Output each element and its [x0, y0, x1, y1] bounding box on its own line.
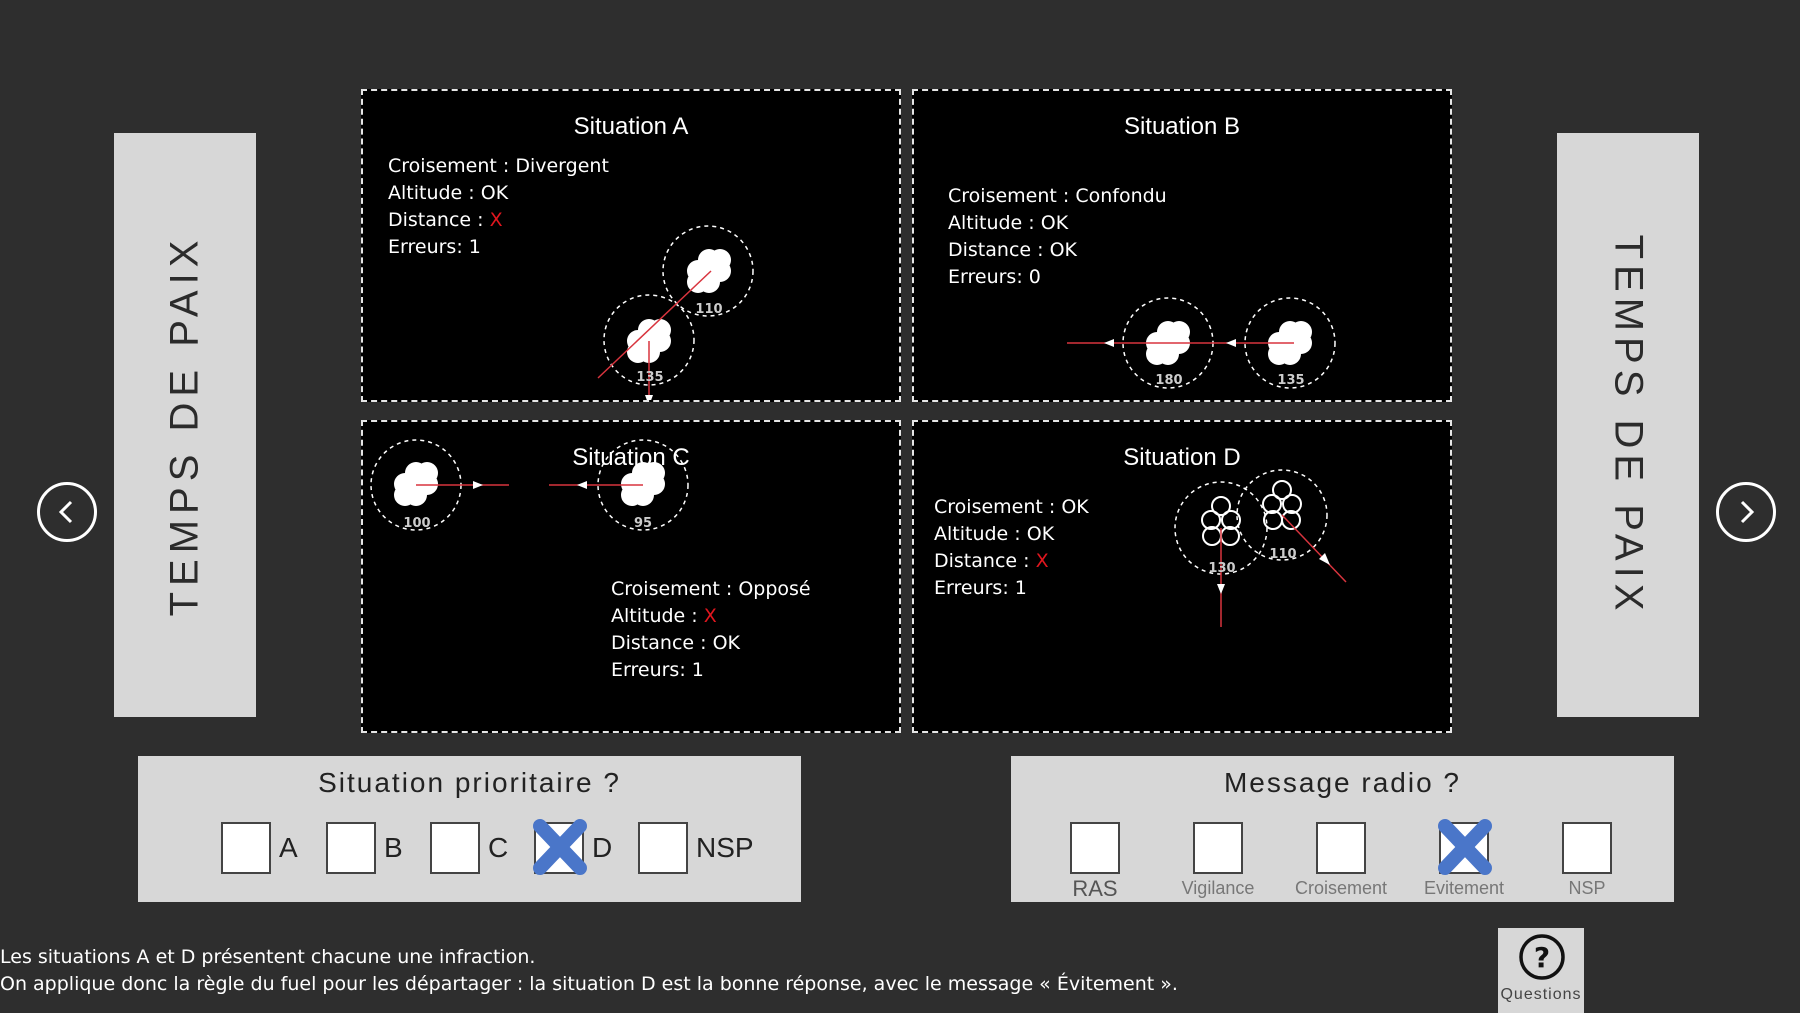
situation-c-panel[interactable] [361, 420, 901, 733]
croisement-label: Croisement : [388, 155, 516, 177]
erreurs-value: 1 [691, 659, 704, 681]
priority-checkbox-b[interactable] [326, 822, 376, 874]
priority-question-title: Situation prioritaire ? [318, 767, 621, 798]
check-x-icon [530, 816, 590, 878]
radio-label-nsp: NSP [1568, 878, 1606, 898]
left-banner-label: TEMPS DE PAIX [162, 234, 207, 616]
explanation-text [0, 944, 1480, 998]
aircraft-c2-label: 95 [633, 516, 653, 531]
chevron-right-icon [1733, 499, 1759, 525]
priority-label-d: D [592, 832, 613, 863]
situation-b-info [948, 183, 1167, 291]
altitude-value: OK [1026, 523, 1055, 545]
aircraft-c1-label: 100 [403, 516, 431, 531]
aircraft-a1-label: 110 [695, 302, 723, 317]
distance-value: X [1035, 550, 1049, 572]
situation-a-title: Situation A [573, 113, 689, 140]
erreurs-label: Erreurs: [948, 266, 1029, 288]
distance-value: X [489, 209, 503, 231]
croisement-value: Divergent [515, 155, 609, 177]
croisement-label: Croisement : [934, 496, 1062, 518]
croisement-label: Croisement : [948, 185, 1076, 207]
svg-text:?: ? [1533, 941, 1551, 974]
croisement-value: Confondu [1075, 185, 1167, 207]
priority-checkbox-a[interactable] [221, 822, 271, 874]
situation-d-info [934, 494, 1089, 602]
next-button[interactable] [1716, 482, 1776, 542]
altitude-label: Altitude : [388, 182, 481, 204]
erreurs-value: 0 [1028, 266, 1041, 288]
situation-a-panel[interactable] [361, 89, 901, 402]
previous-button[interactable] [37, 482, 97, 542]
situation-c-title: Situation C [572, 444, 690, 471]
left-banner [114, 133, 256, 717]
priority-label-a: A [279, 832, 298, 863]
priority-checkbox-nsp[interactable] [638, 822, 688, 874]
situation-a-info [388, 153, 609, 261]
questions-button-label: Questions [1500, 986, 1582, 1003]
radio-checkbox-croisement[interactable] [1316, 822, 1366, 874]
distance-value: OK [1049, 239, 1077, 261]
aircraft-d2-label: 110 [1269, 547, 1297, 562]
chevron-left-icon [54, 499, 80, 525]
questions-button[interactable] [1498, 928, 1584, 1013]
erreurs-value: 1 [468, 236, 481, 258]
aircraft-b2-label: 135 [1277, 373, 1305, 388]
altitude-label: Altitude : [948, 212, 1041, 234]
right-banner [1557, 133, 1699, 717]
radio-label-ras: RAS [1072, 876, 1118, 901]
radio-label-croisement: Croisement [1294, 878, 1388, 898]
situation-d-panel[interactable] [912, 420, 1452, 733]
radio-label-vigilance: Vigilance [1181, 878, 1255, 898]
altitude-value: X [703, 605, 717, 627]
altitude-value: OK [480, 182, 509, 204]
priority-label-b: B [384, 832, 403, 863]
explanation-line-1: Les situations A et D présentent chacune une infraction. [0, 946, 536, 968]
radio-question-box [1011, 756, 1674, 902]
explanation-line-2: On applique donc la règle du fuel pour les départager : la situation D est la bonne réponse, avec le message « Évitement ». [0, 973, 1178, 995]
aircraft-b1-label: 180 [1155, 373, 1183, 388]
erreurs-value: 1 [1014, 577, 1027, 599]
priority-label-nsp: NSP [696, 832, 754, 863]
altitude-label: Altitude : [611, 605, 704, 627]
distance-label: Distance : [388, 209, 490, 231]
distance-label: Distance : [948, 239, 1050, 261]
question-circle-icon [1518, 933, 1566, 981]
radio-checkbox-vigilance[interactable] [1193, 822, 1243, 874]
croisement-value: Opposé [738, 578, 811, 600]
altitude-label: Altitude : [934, 523, 1027, 545]
priority-checkbox-c[interactable] [430, 822, 480, 874]
priority-label-c: C [488, 832, 509, 863]
erreurs-label: Erreurs: [611, 659, 692, 681]
radio-checkbox-ras[interactable] [1070, 822, 1120, 874]
aircraft-d1-label: 130 [1208, 561, 1236, 576]
radio-question-title: Message radio ? [1223, 767, 1461, 798]
priority-question-box [138, 756, 801, 902]
croisement-value: OK [1061, 496, 1089, 518]
aircraft-a2-label: 135 [636, 370, 664, 385]
situation-d-title: Situation D [1123, 444, 1241, 471]
situation-b-panel[interactable] [912, 89, 1452, 402]
situation-c-info [611, 576, 811, 684]
distance-label: Distance : [934, 550, 1036, 572]
erreurs-label: Erreurs: [388, 236, 469, 258]
radio-label-evitement: Evitement [1423, 878, 1505, 898]
right-banner-label: TEMPS DE PAIX [1606, 234, 1651, 616]
check-x-icon [1435, 816, 1495, 878]
erreurs-label: Erreurs: [934, 577, 1015, 599]
altitude-value: OK [1040, 212, 1069, 234]
radio-checkbox-nsp[interactable] [1562, 822, 1612, 874]
distance-label: Distance : [611, 632, 713, 654]
croisement-label: Croisement : [611, 578, 739, 600]
distance-value: OK [712, 632, 740, 654]
situation-b-title: Situation B [1123, 113, 1241, 140]
